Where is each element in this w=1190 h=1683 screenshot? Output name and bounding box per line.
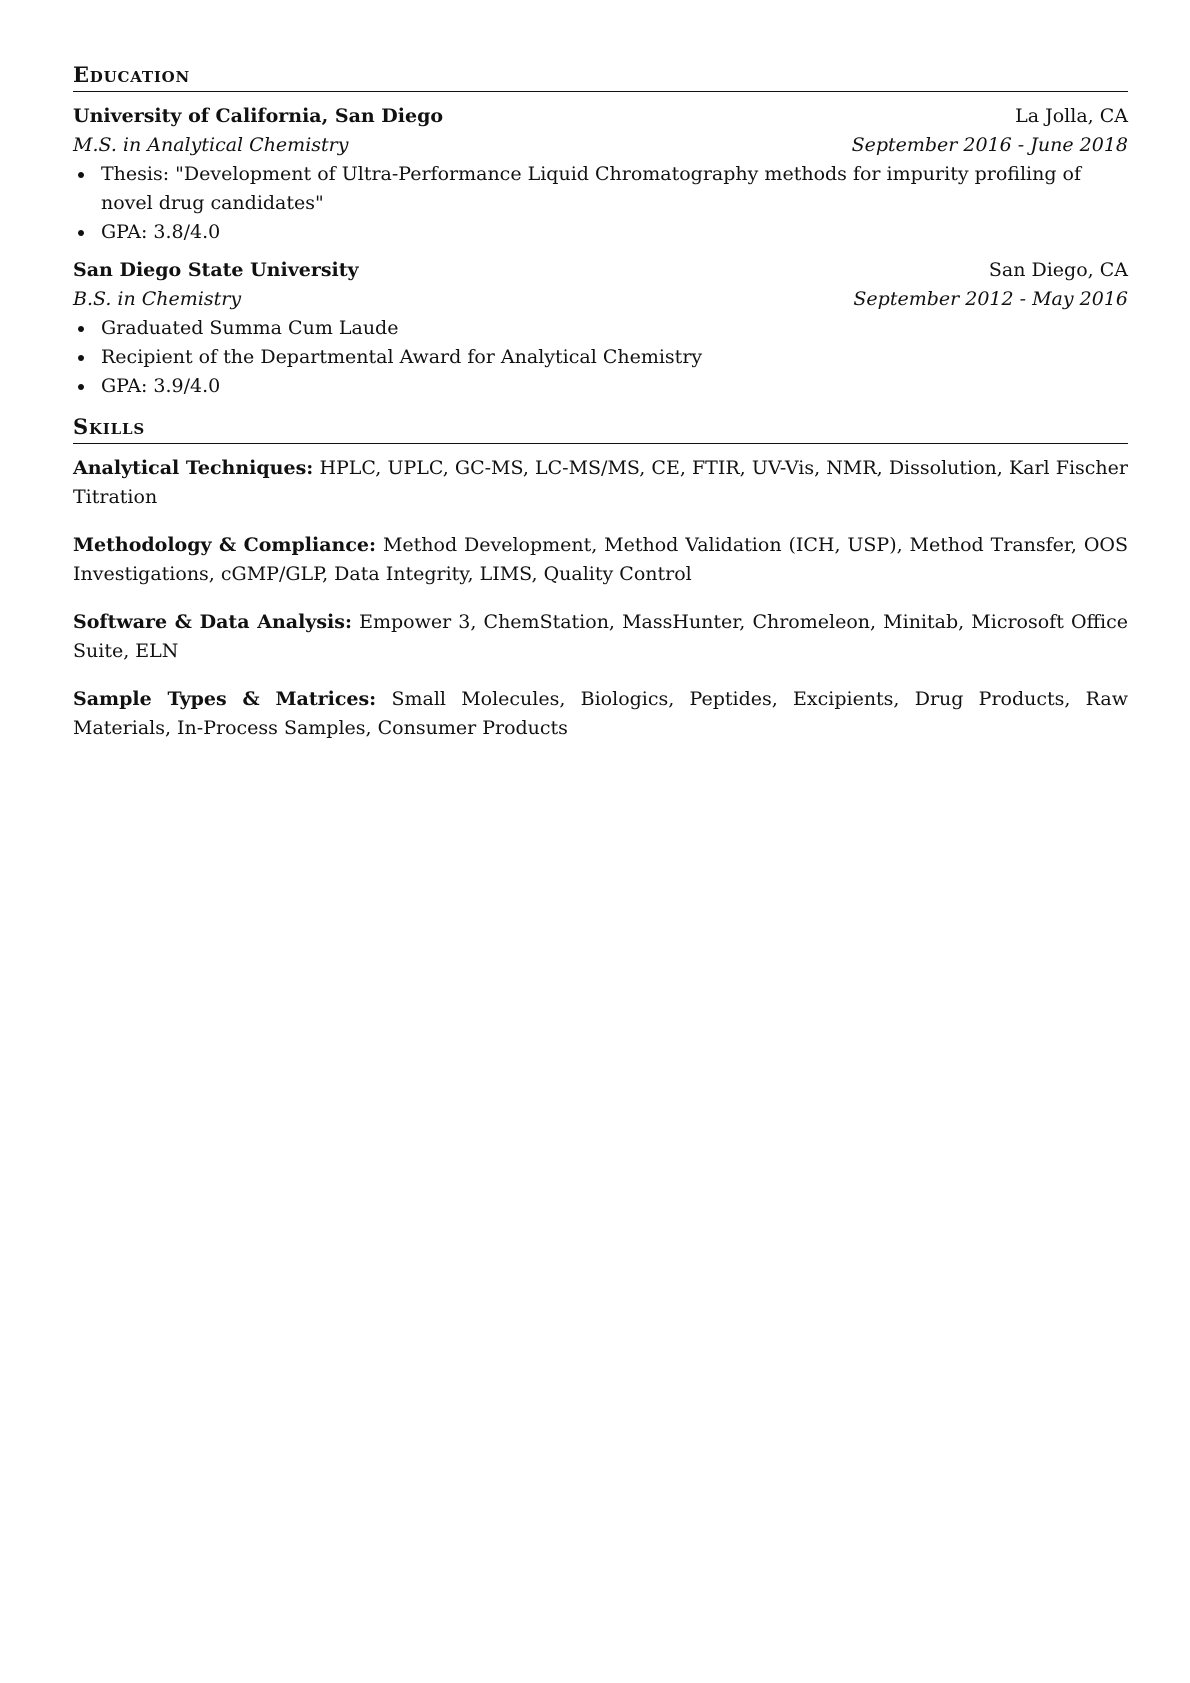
bullet-text: GPA: 3.9/4.0 bbox=[101, 375, 221, 397]
skill-row bbox=[73, 608, 1128, 666]
skill-value: Method Development, Method Validation (ICH, USP), Method Transfer, OOS Investigations, cGMP/GLP, Data Integrity, LIMS, Quality Control bbox=[73, 534, 1129, 585]
bullet-icon bbox=[78, 326, 84, 332]
bullet-icon bbox=[78, 355, 84, 361]
bullet-icon bbox=[78, 172, 84, 178]
skill-label: Sample Types & Matrices: bbox=[73, 688, 377, 710]
skill-value: Small Molecules, Biologics, Peptides, Excipients, Drug Products, Raw Materials, In-Process Samples, Consumer Products bbox=[73, 688, 1129, 739]
bullet-icon bbox=[78, 384, 84, 390]
degree: M.S. in Analytical Chemistry bbox=[73, 134, 349, 156]
bullet-icon bbox=[78, 230, 84, 236]
bullet-item bbox=[73, 372, 1128, 401]
dates: September 2012 - May 2016 bbox=[853, 288, 1128, 310]
education-entry-subheader bbox=[73, 285, 1128, 314]
resume-page bbox=[73, 64, 1128, 762]
skill-value: Empower 3, ChemStation, MassHunter, Chromeleon, Minitab, Microsoft Office Suite, ELN bbox=[73, 611, 1128, 662]
bullet-text: Recipient of the Departmental Award for Analytical Chemistry bbox=[101, 346, 703, 368]
education-entry bbox=[73, 256, 1128, 401]
bullet-item bbox=[73, 160, 1128, 218]
skills-section bbox=[73, 416, 1128, 743]
skill-row bbox=[73, 531, 1128, 589]
institution-name: San Diego State University bbox=[73, 259, 359, 281]
skill-row bbox=[73, 454, 1128, 512]
skill-row bbox=[73, 685, 1128, 743]
skill-label: Analytical Techniques: bbox=[73, 457, 314, 479]
skill-label: Methodology & Compliance: bbox=[73, 534, 377, 556]
bullet-item bbox=[73, 314, 1128, 343]
education-heading: Education bbox=[73, 64, 1128, 92]
bullet-item bbox=[73, 218, 1128, 247]
education-bullets bbox=[73, 314, 1128, 401]
bullet-text: Thesis: "Development of Ultra-Performance Liquid Chromatography methods for impurity profiling of novel drug candidates" bbox=[101, 163, 1082, 214]
bullet-text: GPA: 3.8/4.0 bbox=[101, 221, 221, 243]
education-entry-header bbox=[73, 256, 1128, 285]
institution-name: University of California, San Diego bbox=[73, 105, 444, 127]
skill-label: Software & Data Analysis: bbox=[73, 611, 352, 633]
education-section bbox=[73, 64, 1128, 401]
skills-heading: Skills bbox=[73, 416, 1128, 444]
dates: September 2016 - June 2018 bbox=[851, 134, 1128, 156]
degree: B.S. in Chemistry bbox=[73, 288, 242, 310]
education-entry-header bbox=[73, 102, 1128, 131]
institution-location: San Diego, CA bbox=[988, 259, 1128, 281]
education-bullets bbox=[73, 160, 1128, 247]
bullet-item bbox=[73, 343, 1128, 372]
education-entry bbox=[73, 102, 1128, 247]
skill-value: HPLC, UPLC, GC-MS, LC-MS/MS, CE, FTIR, UV-Vis, NMR, Dissolution, Karl Fischer Titration bbox=[73, 457, 1128, 508]
institution-location: La Jolla, CA bbox=[1015, 105, 1128, 127]
bullet-text: Graduated Summa Cum Laude bbox=[101, 317, 399, 339]
education-entry-subheader bbox=[73, 131, 1128, 160]
